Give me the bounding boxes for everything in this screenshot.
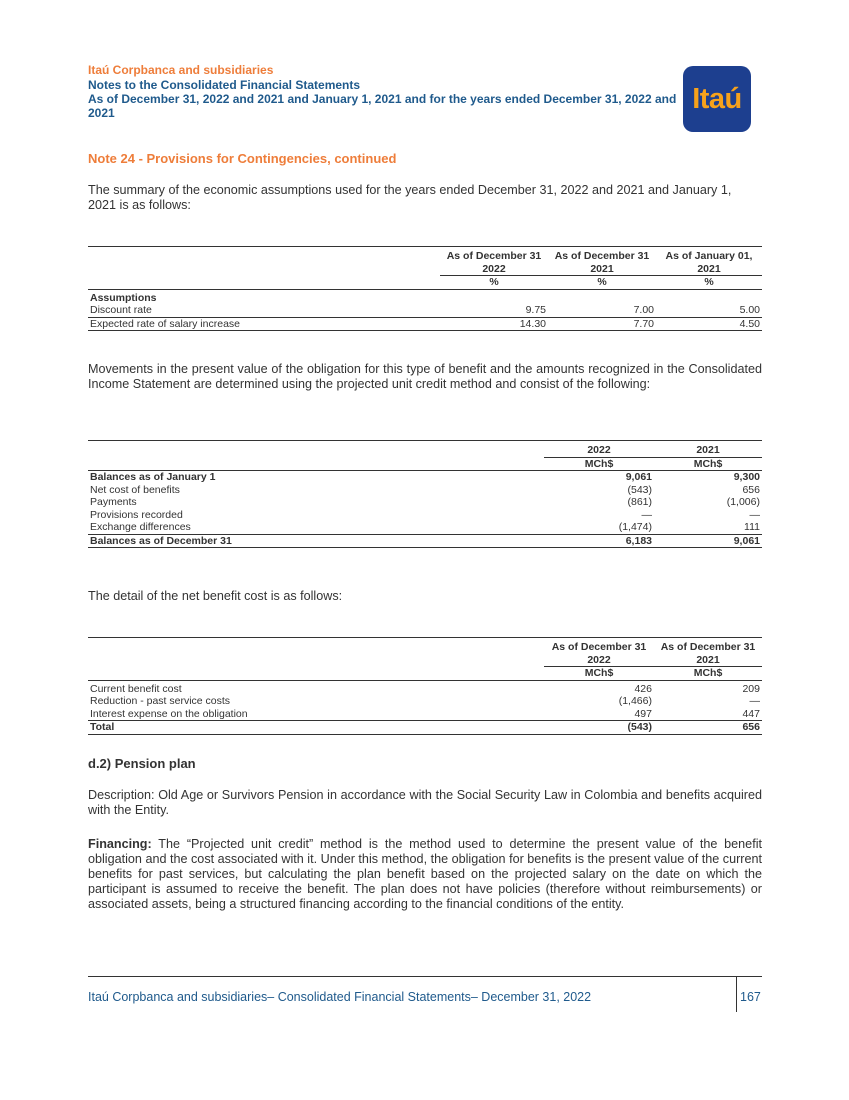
itau-logo: [683, 66, 751, 132]
financing-text: The “Projected unit credit” method is the method used to determine the present value of the benefit obligation and the cost associated with it. Under this method, the obligation for benefits is the present value of the current benefits for past services, but calculating the plan benefit based on the projected salary on the date on which the participant is assumed to receive the benefit. The plan does not have policies (therefore without reimbursements) or associated assets, being a structured financing according to the financial conditions of the entity.: [88, 837, 762, 911]
intro-paragraph: The summary of the economic assumptions used for the years ended December 31, 2022 and 2021 and January 1, 2021 is as follows:: [88, 183, 732, 212]
footer-text: Itaú Corpbanca and subsidiaries– Consolidated Financial Statements– December 31, 2022: [88, 990, 592, 1004]
period-text: As of December 31, 2022 and 2021 and January 1, 2021 and for the years ended December 31, 2022 and 2021: [88, 92, 677, 120]
t2-unit-2: MCh$: [654, 457, 762, 471]
financing-paragraph: [88, 837, 762, 912]
cell-value: 7.00: [633, 304, 654, 316]
page-number: 167: [740, 990, 761, 1004]
t1-col-2: As of December 31 2021: [554, 250, 650, 275]
description-paragraph: Description: Old Age or Survivors Pension in accordance with the Social Security Law in Colombia and benefits acquired with the Entity.: [88, 788, 762, 817]
table-row: [88, 304, 762, 317]
cell-value: —: [641, 508, 652, 521]
row-label: Balances as of January 1: [90, 471, 216, 483]
t3-unit-1: MCh$: [544, 667, 654, 681]
row-label: Expected rate of salary increase: [90, 317, 240, 330]
cell-value: 447: [742, 707, 760, 720]
t1-section: Assumptions: [90, 291, 157, 304]
t1-unit-1: %: [440, 276, 548, 290]
detail-paragraph: The detail of the net benefit cost is as follows:: [88, 589, 343, 603]
t1-col-1: As of December 31 2022: [446, 250, 542, 275]
cell-value: (1,006): [726, 496, 760, 508]
cell-value: 6,183: [625, 534, 652, 547]
row-label: Total: [90, 721, 115, 733]
t1-col-3: As of January 01, 2021: [665, 250, 753, 275]
row-label: Exchange differences: [90, 521, 191, 533]
t2-col-1: 2022: [587, 444, 611, 456]
table-row: [88, 695, 762, 708]
cell-value: —: [749, 695, 760, 707]
t2-unit-1: MCh$: [544, 457, 654, 471]
cell-value: 14.30: [519, 317, 546, 330]
row-label: Payments: [90, 496, 137, 508]
cell-value: 9,061: [733, 534, 760, 547]
row-label: Interest expense on the obligation: [90, 707, 248, 720]
row-label: Discount rate: [90, 304, 152, 316]
table-row: [88, 317, 762, 331]
t1-unit-3: %: [656, 276, 762, 290]
cell-value: 497: [634, 707, 652, 720]
table-row: [88, 534, 762, 548]
table-row: [88, 484, 762, 497]
table-row: [88, 509, 762, 522]
cell-value: (1,466): [618, 695, 652, 707]
t2-col-2: 2021: [696, 444, 720, 456]
cell-value: 9.75: [525, 304, 546, 316]
financing-label: Financing:: [88, 837, 152, 851]
t3-unit-2: MCh$: [654, 667, 762, 681]
t3-col-2: As of December 31 2021: [660, 641, 756, 666]
row-label: Balances as of December 31: [90, 534, 232, 547]
header-subtitle: [88, 78, 688, 120]
t1-unit-2: %: [548, 276, 656, 290]
cell-value: 209: [742, 682, 760, 695]
company-name: Itaú Corpbanca and subsidiaries: [88, 63, 274, 77]
footer-rule: [88, 976, 762, 977]
table-row: [88, 708, 762, 721]
cell-value: (1,474): [618, 521, 652, 533]
movements-table: [88, 440, 762, 548]
pension-plan-heading: d.2) Pension plan: [88, 756, 196, 771]
table-row: [88, 721, 762, 735]
cell-value: (861): [627, 496, 652, 508]
t3-col-1: As of December 31 2022: [551, 641, 647, 666]
assumptions-table: [88, 246, 762, 331]
cell-value: 9,061: [625, 471, 652, 483]
cell-value: (543): [627, 721, 652, 733]
cell-value: 111: [744, 521, 760, 533]
row-label: Reduction - past service costs: [90, 695, 231, 707]
cell-value: 5.00: [739, 304, 760, 316]
row-label: Provisions recorded: [90, 508, 183, 521]
table-row: [88, 496, 762, 509]
row-label: Current benefit cost: [90, 682, 182, 695]
cell-value: 9,300: [733, 471, 760, 483]
cell-value: —: [749, 508, 760, 521]
cell-value: (543): [627, 483, 652, 496]
net-benefit-cost-table: [88, 637, 762, 735]
movements-paragraph: Movements in the present value of the obligation for this type of benefit and the amounts recognized in the Consolidated Income Statement are determined using the projected unit credit method and consist of the following:: [88, 362, 762, 391]
footer-divider: [736, 976, 737, 1012]
table-row: [88, 471, 762, 484]
logo-text: Itaú: [692, 82, 742, 115]
cell-value: 7.70: [633, 317, 654, 330]
cell-value: 656: [742, 721, 760, 733]
table-row: [88, 521, 762, 534]
row-label: Net cost of benefits: [90, 483, 180, 496]
cell-value: 656: [742, 483, 760, 496]
notes-title: Notes to the Consolidated Financial Statements: [88, 78, 361, 92]
cell-value: 4.50: [739, 317, 760, 330]
cell-value: 426: [634, 682, 652, 695]
table-row: [88, 680, 762, 695]
note-title: Note 24 - Provisions for Contingencies, continued: [88, 151, 397, 166]
